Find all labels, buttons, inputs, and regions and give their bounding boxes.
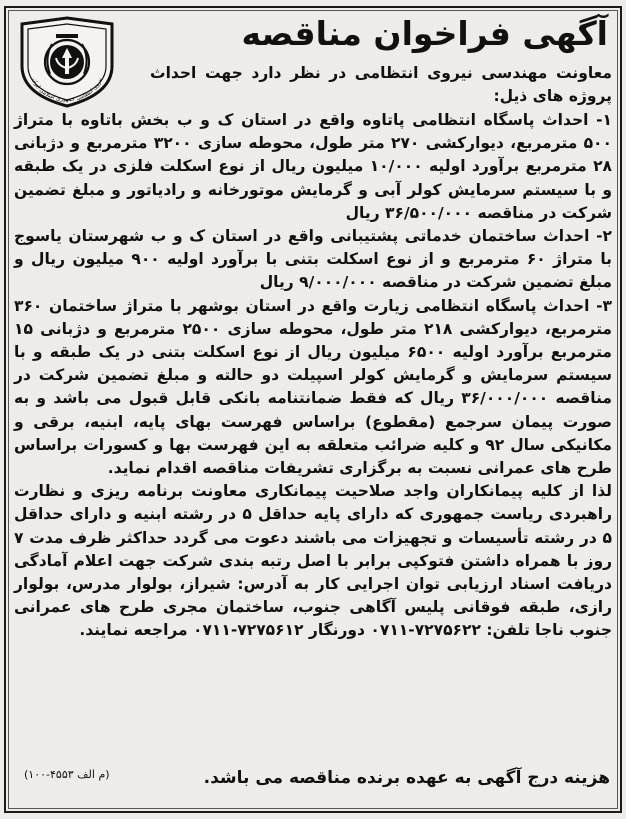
notice-header-text: [150, 62, 612, 108]
notice-title: آگهی فراخوان مناقصه: [241, 14, 608, 53]
invitation-paragraph: لذا از کلیه پیمانکاران واجد صلاحیت پیمانکاری معاونت برنامه ریزی و نظارت راهبردی ریاست جمهوری که دارای پایه حداقل ۵ در رشته ابنیه و دارای حداقل ۵ در رشته تأسیسات و تجهیزات می باشند دعوت می گردد حداکثر ظرف مدت ۷ روز با همراه داشتن فتوکپی برابر با اصل رتبه بندی شرکت جهت اعلام آمادگی دریافت اسناد ارزیابی توان اجرایی کار به آدرس: شیراز، بولوار مدرس، بولوار رازی، طبقه فوقانی پلیس آگاهی جنوب، ساختمان مجری طرح های عمرانی جنوب ناجا تلفن: ۷۲۷۵۶۲۲-۰۷۱۱ دورنگار ۷۲۷۵۶۱۲-۰۷۱۱ مراجعه نمایند.: [14, 482, 612, 640]
intro-paragraph: معاونت مهندسی نیروی انتظامی در نظر دارد جهت احداث پروژه های ذیل:: [150, 64, 612, 106]
emblem-caption: نیروی انتظامی جمهوری اسلامی ایران: [30, 77, 104, 103]
reference-code: (م الف ۴۵۵۳-۱۰۰): [24, 768, 110, 781]
project-item-2: ۲- احداث ساختمان خدماتی پشتیبانی واقع در استان ک و ب شهرستان یاسوج با متراژ ۶۰ مترمربع و از نوع اسکلت بتنی با برآورد اولیه ۹۰۰ میلیون ریال و مبلغ تضمین شرکت در مناقصه ۹/۰۰۰/۰۰۰ ریال: [14, 227, 612, 292]
cost-note: هزینه درج آگهی به عهده برنده مناقصه می باشد.: [203, 768, 610, 788]
project-item-1: ۱- احداث پاسگاه انتظامی پاتاوه واقع در استان ک و ب بخش باتاوه با متراژ ۵۰۰ مترمربع، دیوارکشی ۲۷۰ متر طول، محوطه سازی ۳۲۰۰ مترمربع و دژبانی ۲۸ مترمربع برآورد اولیه ۱۰/۰۰۰ میلیون ریال از نوع اسکلت فلزی در یک طبقه و با سیستم سرمایش کولر آبی و گرمایش موتورخانه و رادیاتور و مبلغ تضمین شرکت در مناقصه ۳۶/۵۰۰/۰۰۰ ریال: [14, 111, 612, 222]
notice-body: [14, 109, 612, 643]
project-item-3: ۳- احداث پاسگاه انتظامی زیارت واقع در استان بوشهر با متراژ ساختمان ۳۶۰ مترمربع، دیوارکشی ۲۱۸ متر طول، محوطه سازی ۲۵۰۰ مترمربع و دژبانی ۱۵ مترمربع برآورد اولیه ۶۵۰۰ میلیون ریال از نوع اسکلت بتنی در یک طبقه و با سیستم سرمایش و گرمایش کولر اسپیلت دو حالته و مبلغ تضمین شرکت در مناقصه ۳۶/۰۰۰/۰۰۰ ریال که فقط ضمانتنامه بانکی قابل قبول می باشد و به صورت پیمان سرجمع (مقطوع) براساس فهرست بهای پایه، ابنیه، برقی و مکانیکی سال ۹۲ و کلیه ضرائب متعلقه به این فهرست بها و کسورات براساس طرح های عمرانی نسبت به برگزاری تشریفات مناقصه اقدام نماید.: [14, 296, 613, 478]
police-emblem-icon: [14, 14, 120, 110]
